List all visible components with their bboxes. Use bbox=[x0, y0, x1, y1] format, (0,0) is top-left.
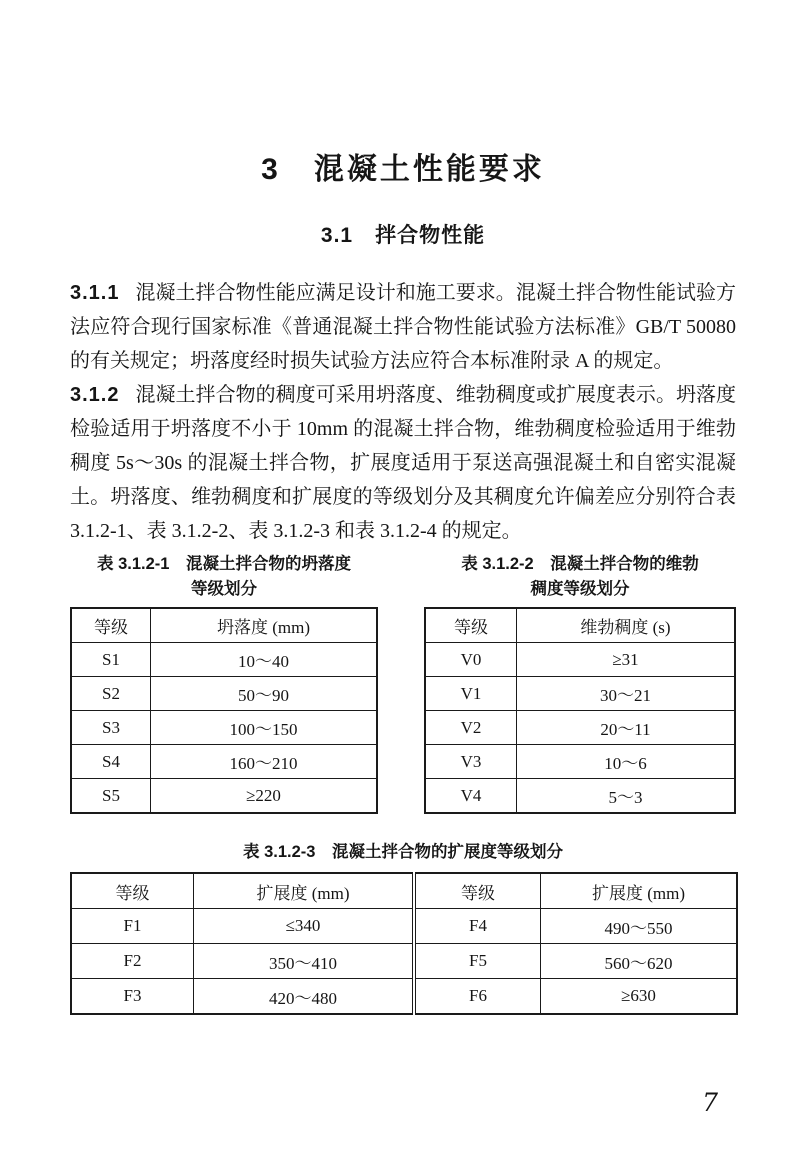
table-cell: ≤340 bbox=[194, 909, 415, 944]
table-row bbox=[71, 873, 737, 909]
clause-3-1-1 bbox=[70, 276, 736, 378]
slump-table-block bbox=[70, 552, 378, 814]
table-row bbox=[71, 944, 737, 979]
table-cell: 490～550 bbox=[541, 909, 738, 944]
table-row bbox=[425, 779, 735, 814]
page-number: 7 bbox=[702, 1088, 718, 1117]
table-row bbox=[71, 677, 377, 711]
clause-number: 3.1.2 bbox=[70, 384, 120, 406]
flow-table-caption: 表 3.1.2-3 混凝土拌合物的扩展度等级划分 bbox=[243, 843, 563, 861]
table-cell: V3 bbox=[425, 745, 517, 779]
caption-line-1: 表 3.1.2-2 混凝土拌合物的维勃 bbox=[461, 555, 699, 573]
table-cell: F1 bbox=[71, 909, 194, 944]
table-row bbox=[71, 779, 377, 814]
table-cell: 5～3 bbox=[517, 779, 736, 814]
flow-table bbox=[70, 872, 738, 1015]
table-cell: F5 bbox=[414, 944, 541, 979]
table-cell: 10～40 bbox=[151, 643, 378, 677]
table-cell: 20～11 bbox=[517, 711, 736, 745]
table-cell: S5 bbox=[71, 779, 151, 814]
table-cell: 160～210 bbox=[151, 745, 378, 779]
clause-text: 混凝土拌合物性能应满足设计和施工要求。混凝土拌合物性能试验方法应符合现行国家标准《普通混凝土拌合物性能试验方法标准》GB/T 50080 的有关规定；坍落度经时损失试验方法应符合本标准附录 A 的规定。 bbox=[70, 282, 736, 372]
table-row bbox=[71, 979, 737, 1015]
table-cell: V0 bbox=[425, 643, 517, 677]
table-cell: 420～480 bbox=[194, 979, 415, 1015]
table-header-cell: 维勃稠度 (s) bbox=[517, 608, 736, 643]
vebe-table-block bbox=[424, 552, 736, 814]
table-header-cell: 坍落度 (mm) bbox=[151, 608, 378, 643]
vebe-table bbox=[424, 607, 736, 814]
table-header-cell: 扩展度 (mm) bbox=[194, 873, 415, 909]
table-row bbox=[425, 711, 735, 745]
caption-line-2: 稠度等级划分 bbox=[530, 580, 630, 598]
table-row bbox=[71, 643, 377, 677]
table-header-cell: 等级 bbox=[425, 608, 517, 643]
table-cell: 50～90 bbox=[151, 677, 378, 711]
table-cell: F3 bbox=[71, 979, 194, 1015]
table-cell: ≥31 bbox=[517, 643, 736, 677]
table-cell: S3 bbox=[71, 711, 151, 745]
table-cell: V4 bbox=[425, 779, 517, 814]
section-heading: 3.1 拌合物性能 bbox=[320, 224, 486, 247]
table-cell: F6 bbox=[414, 979, 541, 1015]
slump-table bbox=[70, 607, 378, 814]
caption-line-2: 等级划分 bbox=[191, 580, 257, 598]
table-cell: F4 bbox=[414, 909, 541, 944]
table-header-cell: 等级 bbox=[71, 873, 194, 909]
table-row bbox=[71, 711, 377, 745]
caption-line-1: 表 3.1.2-1 混凝土拌合物的坍落度 bbox=[97, 555, 351, 573]
table-row bbox=[425, 745, 735, 779]
table-cell: V1 bbox=[425, 677, 517, 711]
table-cell: S4 bbox=[71, 745, 151, 779]
table-cell: F2 bbox=[71, 944, 194, 979]
chapter-title: 3 混凝土性能要求 bbox=[261, 153, 545, 186]
table-cell: 30～21 bbox=[517, 677, 736, 711]
table-cell: 10～6 bbox=[517, 745, 736, 779]
table-header-cell: 等级 bbox=[71, 608, 151, 643]
table-header-cell: 等级 bbox=[414, 873, 541, 909]
table-cell: ≥630 bbox=[541, 979, 738, 1015]
table-cell: 560～620 bbox=[541, 944, 738, 979]
clause-3-1-2 bbox=[70, 378, 736, 548]
table-cell: ≥220 bbox=[151, 779, 378, 814]
table-cell: S2 bbox=[71, 677, 151, 711]
table-row bbox=[425, 643, 735, 677]
table-row bbox=[71, 608, 377, 643]
table-row bbox=[425, 608, 735, 643]
table-cell: V2 bbox=[425, 711, 517, 745]
table-cell: 100～150 bbox=[151, 711, 378, 745]
page-content bbox=[70, 0, 736, 1015]
vebe-table-caption bbox=[461, 552, 698, 602]
table-row bbox=[71, 745, 377, 779]
side-by-side-tables bbox=[70, 552, 736, 814]
slump-table-caption bbox=[97, 552, 351, 602]
table-row bbox=[71, 909, 737, 944]
clause-text: 混凝土拌合物的稠度可采用坍落度、维勃稠度或扩展度表示。坍落度检验适用于坍落度不小于 10mm 的混凝土拌合物，维勃稠度检验适用于维勃稠度 5s～30s 的混凝土拌合物，扩展度适用于泵送高强混凝土和自密实混凝土。坍落度、维勃稠度和扩展度的等级划分及其稠度允许偏差应分别符合表 3.1.2-1、表 3.1.2-2、表 3.1.2-3 和表 3.1.2-4 的规定。 bbox=[70, 384, 736, 542]
clause-number: 3.1.1 bbox=[70, 282, 120, 304]
table-cell: 350～410 bbox=[194, 944, 415, 979]
table-header-cell: 扩展度 (mm) bbox=[541, 873, 738, 909]
table-row bbox=[425, 677, 735, 711]
table-cell: S1 bbox=[71, 643, 151, 677]
